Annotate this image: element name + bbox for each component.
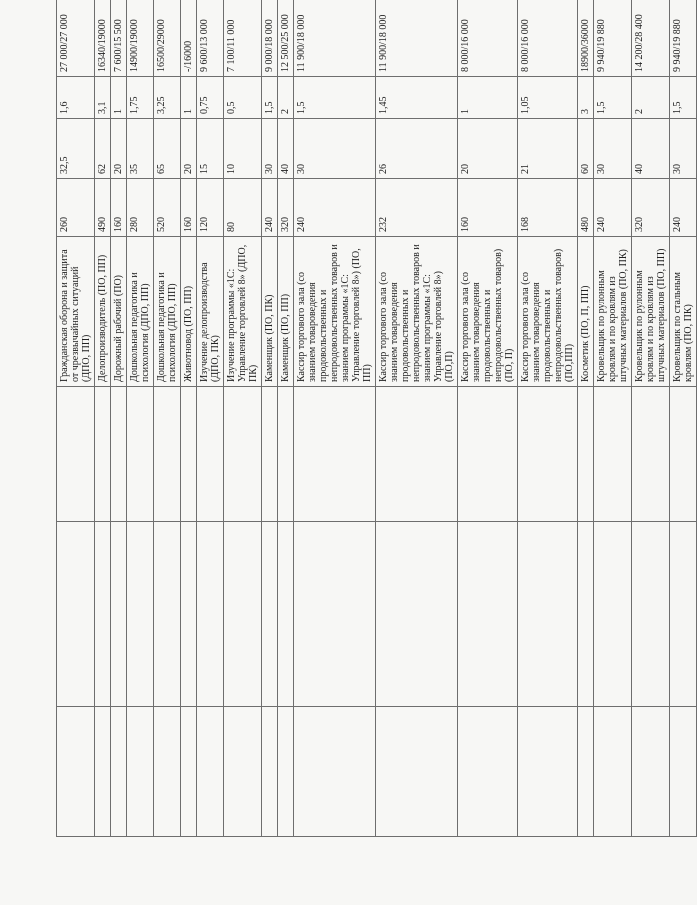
days-cell: 20 <box>181 119 197 179</box>
course-name-cell: Кассир торгового зала (со знанием товароведения продовольственных и непродовольственных товаров) (ПО, П) <box>458 237 518 387</box>
empty-cell <box>262 522 278 707</box>
hours-cell: 240 <box>262 179 278 237</box>
price-cell: 14900/19000 <box>127 0 154 77</box>
empty-cell <box>594 707 632 837</box>
empty-cell <box>578 387 594 522</box>
days-cell: 40 <box>632 119 670 179</box>
price-cell: 11 900/18 000 <box>294 0 376 77</box>
course-name-cell: Кассир торгового зала (со знанием товароведения продовольственных и непродовольственных товаров и знанием программы «1С: Управление торговлей 8») (ПО, ПП) <box>294 237 376 387</box>
empty-cell <box>181 707 197 837</box>
empty-cell <box>197 707 224 837</box>
empty-cell <box>670 387 697 522</box>
empty-cell <box>224 387 262 522</box>
course-name-cell: Кассир торгового зала (со знанием товароведения продовольственных и непродовольственных товаров и знанием программы «1С: Управление торговлей 8») (ПО,П) <box>376 237 458 387</box>
empty-cell <box>57 387 95 522</box>
coefficient-cell: 3,25 <box>154 77 181 119</box>
empty-cell <box>278 522 294 707</box>
hours-cell: 490 <box>95 179 111 237</box>
empty-cell <box>154 522 181 707</box>
coefficient-cell: 1 <box>458 77 518 119</box>
price-cell: 27 000/27 000 <box>57 0 95 77</box>
price-cell: 11 900/18 000 <box>376 0 458 77</box>
empty-cell <box>376 522 458 707</box>
price-cell: 12 500/25 000 <box>278 0 294 77</box>
hours-cell: 232 <box>376 179 458 237</box>
price-cell: 9 940/19 880 <box>670 0 697 77</box>
hours-cell: 160 <box>458 179 518 237</box>
empty-cell <box>127 707 154 837</box>
empty-cell <box>670 707 697 837</box>
empty-cell <box>458 707 518 837</box>
empty-cell <box>518 522 578 707</box>
table-row <box>578 0 594 837</box>
empty-cell <box>95 522 111 707</box>
empty-cell <box>594 522 632 707</box>
price-cell: 7 600/15 500 <box>111 0 127 77</box>
hours-cell: 160 <box>181 179 197 237</box>
empty-cell <box>95 387 111 522</box>
days-cell: 62 <box>95 119 111 179</box>
empty-cell <box>181 522 197 707</box>
coefficient-cell: 2 <box>278 77 294 119</box>
table-row <box>181 0 197 837</box>
empty-cell <box>294 522 376 707</box>
price-cell: 16340/19000 <box>95 0 111 77</box>
price-cell: 7 100/11 000 <box>224 0 262 77</box>
table-row <box>224 0 262 837</box>
empty-cell <box>127 387 154 522</box>
coefficient-cell: 1,5 <box>594 77 632 119</box>
empty-cell <box>632 707 670 837</box>
days-cell: 10 <box>224 119 262 179</box>
course-name-cell: Каменщик (ПО, ПП) <box>278 237 294 387</box>
empty-cell <box>95 707 111 837</box>
hours-cell: 240 <box>670 179 697 237</box>
empty-cell <box>294 387 376 522</box>
coefficient-cell: 1,05 <box>518 77 578 119</box>
table-row <box>632 0 670 837</box>
days-cell: 15 <box>197 119 224 179</box>
hours-cell: 240 <box>294 179 376 237</box>
course-name-cell: Дошкольная педагогика и психология (ДПО, ПП) <box>154 237 181 387</box>
days-cell: 32,5 <box>57 119 95 179</box>
coefficient-cell: 1,6 <box>57 77 95 119</box>
empty-cell <box>578 522 594 707</box>
price-cell: 8 000/16 000 <box>458 0 518 77</box>
days-cell: 30 <box>594 119 632 179</box>
price-cell: 18900/36000 <box>578 0 594 77</box>
empty-cell <box>632 522 670 707</box>
hours-cell: 520 <box>154 179 181 237</box>
empty-cell <box>111 522 127 707</box>
hours-cell: 168 <box>518 179 578 237</box>
days-cell: 35 <box>127 119 154 179</box>
coefficient-cell: 1,5 <box>670 77 697 119</box>
coefficient-cell: 3,1 <box>95 77 111 119</box>
empty-cell <box>278 707 294 837</box>
days-cell: 60 <box>578 119 594 179</box>
hours-cell: 320 <box>632 179 670 237</box>
course-name-cell: Изучение программы «1С: Управление торговлей 8» (ДПО, ПК) <box>224 237 262 387</box>
empty-cell <box>262 387 278 522</box>
empty-cell <box>57 522 95 707</box>
empty-cell <box>154 707 181 837</box>
price-table <box>56 0 697 837</box>
empty-cell <box>197 522 224 707</box>
days-cell: 30 <box>262 119 278 179</box>
course-name-cell: Делопроизводитель (ПО, ПП) <box>95 237 111 387</box>
price-cell: 9 600/13 000 <box>197 0 224 77</box>
empty-cell <box>111 387 127 522</box>
price-cell: 9 000/18 000 <box>262 0 278 77</box>
days-cell: 40 <box>278 119 294 179</box>
days-cell: 20 <box>111 119 127 179</box>
empty-cell <box>262 707 278 837</box>
coefficient-cell: 1,5 <box>262 77 278 119</box>
hours-cell: 120 <box>197 179 224 237</box>
empty-cell <box>632 387 670 522</box>
hours-cell: 280 <box>127 179 154 237</box>
hours-cell: 260 <box>57 179 95 237</box>
coefficient-cell: 1,5 <box>294 77 376 119</box>
hours-cell: 160 <box>111 179 127 237</box>
table-row <box>458 0 518 837</box>
hours-cell: 80 <box>224 179 262 237</box>
course-name-cell: Дошкольная педагогика и психология (ДПО, ПП) <box>127 237 154 387</box>
table-row <box>127 0 154 837</box>
table-row <box>670 0 697 837</box>
course-name-cell: Дорожный рабочий (ПО) <box>111 237 127 387</box>
empty-cell <box>224 522 262 707</box>
empty-cell <box>376 387 458 522</box>
table-row <box>95 0 111 837</box>
coefficient-cell: 1,45 <box>376 77 458 119</box>
price-cell: -/16000 <box>181 0 197 77</box>
table-row <box>111 0 127 837</box>
days-cell: 20 <box>458 119 518 179</box>
empty-cell <box>224 707 262 837</box>
empty-cell <box>154 387 181 522</box>
table-row <box>154 0 181 837</box>
table-row <box>57 0 95 837</box>
price-cell: 16500/29000 <box>154 0 181 77</box>
course-name-cell: Изучение делопроизводства (ДПО, ПК) <box>197 237 224 387</box>
coefficient-cell: 3 <box>578 77 594 119</box>
table-row <box>594 0 632 837</box>
table-row <box>376 0 458 837</box>
empty-cell <box>594 387 632 522</box>
empty-cell <box>578 707 594 837</box>
course-name-cell: Кровельщик по стальным кровлям (ПО, ПК) <box>670 237 697 387</box>
empty-cell <box>518 707 578 837</box>
course-name-cell: Косметик (ПО, П, ПП) <box>578 237 594 387</box>
days-cell: 26 <box>376 119 458 179</box>
days-cell: 30 <box>670 119 697 179</box>
table-row <box>278 0 294 837</box>
coefficient-cell: 0,75 <box>197 77 224 119</box>
empty-cell <box>127 522 154 707</box>
empty-cell <box>670 522 697 707</box>
table-row <box>262 0 278 837</box>
empty-cell <box>181 387 197 522</box>
course-name-cell: Кровельщик по рулонным кровлям и по кровлям из штучных материалов (ПО, ПК) <box>594 237 632 387</box>
course-name-cell: Кассир торгового зала (со знанием товароведения продовольственных и непродовольственных товаров) (ПО,ПП) <box>518 237 578 387</box>
days-cell: 21 <box>518 119 578 179</box>
price-cell: 8 000/16 000 <box>518 0 578 77</box>
coefficient-cell: 2 <box>632 77 670 119</box>
coefficient-cell: 1,75 <box>127 77 154 119</box>
table-row <box>518 0 578 837</box>
empty-cell <box>197 387 224 522</box>
coefficient-cell: 0,5 <box>224 77 262 119</box>
hours-cell: 320 <box>278 179 294 237</box>
empty-cell <box>458 522 518 707</box>
coefficient-cell: 1 <box>181 77 197 119</box>
empty-cell <box>458 387 518 522</box>
course-name-cell: Каменщик (ПО, ПК) <box>262 237 278 387</box>
price-cell: 14 200/28 400 <box>632 0 670 77</box>
coefficient-cell: 1 <box>111 77 127 119</box>
course-name-cell: Гражданская оборона и защита от чрезвычайных ситуаций (ДПО, ПП) <box>57 237 95 387</box>
empty-cell <box>518 387 578 522</box>
price-cell: 9 940/19 880 <box>594 0 632 77</box>
hours-cell: 240 <box>594 179 632 237</box>
hours-cell: 480 <box>578 179 594 237</box>
course-name-cell: Животновод (ПО, ПП) <box>181 237 197 387</box>
days-cell: 65 <box>154 119 181 179</box>
days-cell: 30 <box>294 119 376 179</box>
course-name-cell: Кровельщик по рулонным кровлям и по кровлям из штучных материалов (ПО, ПП) <box>632 237 670 387</box>
empty-cell <box>111 707 127 837</box>
table-row <box>294 0 376 837</box>
empty-cell <box>376 707 458 837</box>
empty-cell <box>294 707 376 837</box>
empty-cell <box>278 387 294 522</box>
table-row <box>197 0 224 837</box>
empty-cell <box>57 707 95 837</box>
